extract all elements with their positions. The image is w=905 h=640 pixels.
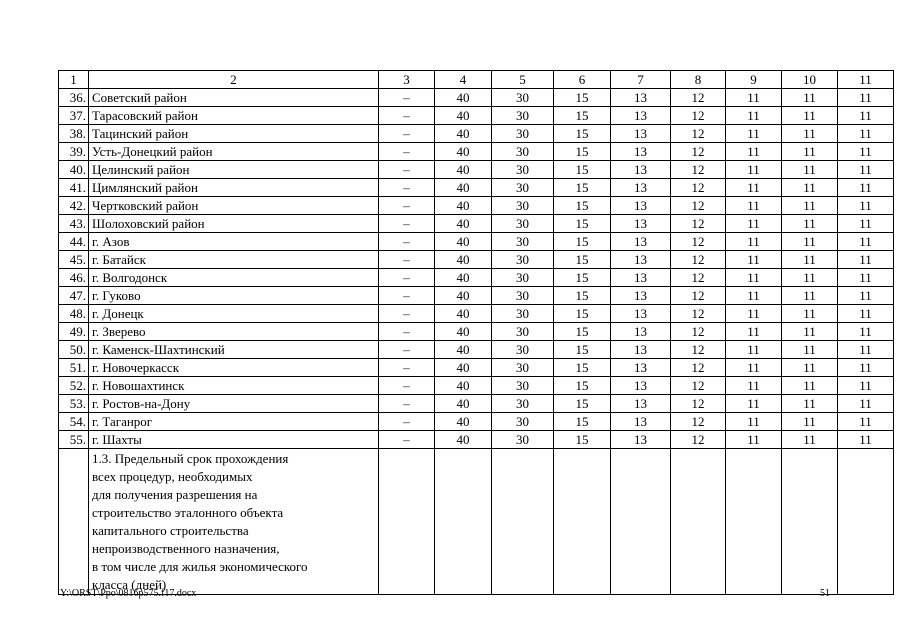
row-name: г. Ростов-на-Дону [89,395,379,413]
cell-c11: 11 [838,287,894,305]
cell-c7: 13 [611,269,671,287]
cell-c10: 11 [782,395,838,413]
table-row-final [59,449,894,595]
cell-c5: 30 [492,143,554,161]
cell-c11: 11 [838,431,894,449]
cell-c8: 12 [671,377,726,395]
table-row [59,305,894,323]
cell-c10: 11 [782,377,838,395]
cell-c4: 40 [435,89,492,107]
cell-c3: – [379,215,435,233]
row-number: 55. [59,431,89,449]
cell-c11: 11 [838,125,894,143]
cell-c9: 11 [726,89,782,107]
cell-c8: 12 [671,107,726,125]
cell-c10: 11 [782,287,838,305]
cell-c11: 11 [838,269,894,287]
footer-file-path: Y:\ORST\Ppo\0816p575.f17.docx [60,588,197,599]
cell-c3: – [379,431,435,449]
empty-cell [671,449,726,595]
cell-c3: – [379,89,435,107]
cell-c7: 13 [611,341,671,359]
row-name: г. Батайск [89,251,379,269]
cell-c7: 13 [611,305,671,323]
row-number: 40. [59,161,89,179]
cell-c8: 12 [671,89,726,107]
cell-c4: 40 [435,413,492,431]
cell-c3: – [379,107,435,125]
cell-c6: 15 [554,323,611,341]
cell-c5: 30 [492,287,554,305]
cell-c6: 15 [554,431,611,449]
header-cell: 11 [838,71,894,89]
cell-c3: – [379,287,435,305]
table-row [59,233,894,251]
row-name: г. Азов [89,233,379,251]
cell-c5: 30 [492,341,554,359]
description-line: в том числе для жилья экономического [92,559,308,574]
cell-c3: – [379,395,435,413]
table-row [59,125,894,143]
row-number: 42. [59,197,89,215]
cell-c5: 30 [492,305,554,323]
cell-c9: 11 [726,431,782,449]
cell-c10: 11 [782,215,838,233]
cell-c5: 30 [492,179,554,197]
row-name: г. Шахты [89,431,379,449]
table-row [59,215,894,233]
cell-c5: 30 [492,197,554,215]
final-row-description [89,449,379,595]
row-number: 47. [59,287,89,305]
empty-cell [379,449,435,595]
table-row [59,413,894,431]
cell-c3: – [379,125,435,143]
row-name: г. Донецк [89,305,379,323]
cell-c7: 13 [611,431,671,449]
cell-c9: 11 [726,269,782,287]
description-line: всех процедур, необходимых [92,469,253,484]
cell-c10: 11 [782,125,838,143]
row-number: 38. [59,125,89,143]
cell-c10: 11 [782,413,838,431]
description-line: капитального строительства [92,523,249,538]
cell-c6: 15 [554,395,611,413]
table-body [59,71,894,595]
cell-c5: 30 [492,359,554,377]
cell-c8: 12 [671,395,726,413]
cell-c5: 30 [492,89,554,107]
cell-c4: 40 [435,287,492,305]
cell-c8: 12 [671,125,726,143]
cell-c7: 13 [611,215,671,233]
cell-c3: – [379,233,435,251]
cell-c9: 11 [726,323,782,341]
cell-c3: – [379,341,435,359]
row-name: Чертковский район [89,197,379,215]
cell-c7: 13 [611,395,671,413]
cell-c7: 13 [611,125,671,143]
row-number: 45. [59,251,89,269]
header-cell: 8 [671,71,726,89]
cell-c11: 11 [838,377,894,395]
table-row [59,197,894,215]
cell-c10: 11 [782,143,838,161]
cell-c11: 11 [838,233,894,251]
row-name: г. Зверево [89,323,379,341]
cell-c6: 15 [554,197,611,215]
cell-c3: – [379,305,435,323]
table-row [59,377,894,395]
cell-c5: 30 [492,413,554,431]
cell-c10: 11 [782,179,838,197]
row-number: 39. [59,143,89,161]
cell-c3: – [379,179,435,197]
row-number: 51. [59,359,89,377]
description-line: класса (дней) [92,577,167,592]
cell-c6: 15 [554,341,611,359]
table-row [59,143,894,161]
cell-c4: 40 [435,143,492,161]
cell-c9: 11 [726,359,782,377]
cell-c4: 40 [435,395,492,413]
cell-c8: 12 [671,305,726,323]
cell-c4: 40 [435,215,492,233]
cell-c9: 11 [726,197,782,215]
cell-c4: 40 [435,431,492,449]
cell-c11: 11 [838,89,894,107]
row-name: Советский район [89,89,379,107]
cell-c10: 11 [782,89,838,107]
row-number: 53. [59,395,89,413]
row-name: Тарасовский район [89,107,379,125]
empty-cell [726,449,782,595]
description-line: для получения разрешения на [92,487,258,502]
empty-cell [59,449,89,595]
table-row [59,269,894,287]
cell-c7: 13 [611,179,671,197]
cell-c6: 15 [554,269,611,287]
cell-c11: 11 [838,107,894,125]
table-row [59,341,894,359]
table-row [59,179,894,197]
row-name: Цимлянский район [89,179,379,197]
row-name: Шолоховский район [89,215,379,233]
cell-c11: 11 [838,143,894,161]
cell-c3: – [379,413,435,431]
cell-c11: 11 [838,305,894,323]
cell-c11: 11 [838,413,894,431]
cell-c9: 11 [726,233,782,251]
description-line: непроизводственного назначения, [92,541,280,556]
cell-c5: 30 [492,161,554,179]
cell-c7: 13 [611,107,671,125]
cell-c3: – [379,161,435,179]
table-row [59,287,894,305]
cell-c5: 30 [492,251,554,269]
cell-c6: 15 [554,161,611,179]
cell-c5: 30 [492,107,554,125]
cell-c6: 15 [554,377,611,395]
cell-c9: 11 [726,413,782,431]
cell-c10: 11 [782,341,838,359]
table-row [59,107,894,125]
row-number: 37. [59,107,89,125]
cell-c8: 12 [671,179,726,197]
cell-c9: 11 [726,305,782,323]
cell-c11: 11 [838,323,894,341]
row-name: г. Волгодонск [89,269,379,287]
cell-c6: 15 [554,107,611,125]
cell-c8: 12 [671,161,726,179]
cell-c9: 11 [726,125,782,143]
row-number: 44. [59,233,89,251]
cell-c7: 13 [611,323,671,341]
table-row [59,323,894,341]
header-cell: 4 [435,71,492,89]
table-row [59,89,894,107]
row-name: г. Новошахтинск [89,377,379,395]
table-row [59,395,894,413]
table-row [59,251,894,269]
cell-c10: 11 [782,161,838,179]
header-cell: 3 [379,71,435,89]
cell-c10: 11 [782,431,838,449]
row-number: 36. [59,89,89,107]
cell-c11: 11 [838,251,894,269]
cell-c3: – [379,251,435,269]
cell-c7: 13 [611,359,671,377]
row-number: 54. [59,413,89,431]
cell-c3: – [379,143,435,161]
empty-cell [611,449,671,595]
row-name: г. Новочеркасск [89,359,379,377]
cell-c6: 15 [554,233,611,251]
cell-c7: 13 [611,161,671,179]
cell-c5: 30 [492,269,554,287]
cell-c4: 40 [435,125,492,143]
table-row [59,431,894,449]
cell-c7: 13 [611,287,671,305]
description-line: строительство эталонного объекта [92,505,284,520]
row-number: 43. [59,215,89,233]
table-row [59,359,894,377]
cell-c9: 11 [726,107,782,125]
cell-c4: 40 [435,359,492,377]
row-name: Тацинский район [89,125,379,143]
header-cell: 2 [89,71,379,89]
row-number: 49. [59,323,89,341]
empty-cell [435,449,492,595]
cell-c7: 13 [611,89,671,107]
cell-c6: 15 [554,125,611,143]
row-name: г. Каменск-Шахтинский [89,341,379,359]
cell-c4: 40 [435,161,492,179]
page-number: 51 [820,588,830,599]
cell-c4: 40 [435,305,492,323]
cell-c10: 11 [782,305,838,323]
cell-c4: 40 [435,377,492,395]
cell-c8: 12 [671,215,726,233]
cell-c6: 15 [554,359,611,377]
cell-c10: 11 [782,233,838,251]
cell-c4: 40 [435,341,492,359]
cell-c8: 12 [671,233,726,251]
cell-c6: 15 [554,215,611,233]
cell-c8: 12 [671,287,726,305]
cell-c9: 11 [726,341,782,359]
cell-c4: 40 [435,197,492,215]
cell-c11: 11 [838,179,894,197]
cell-c5: 30 [492,233,554,251]
cell-c8: 12 [671,251,726,269]
cell-c5: 30 [492,323,554,341]
cell-c8: 12 [671,431,726,449]
cell-c5: 30 [492,431,554,449]
cell-c8: 12 [671,413,726,431]
cell-c6: 15 [554,179,611,197]
cell-c7: 13 [611,251,671,269]
row-name: Целинский район [89,161,379,179]
cell-c11: 11 [838,197,894,215]
cell-c9: 11 [726,143,782,161]
cell-c6: 15 [554,305,611,323]
cell-c8: 12 [671,359,726,377]
empty-cell [492,449,554,595]
cell-c9: 11 [726,179,782,197]
cell-c7: 13 [611,143,671,161]
cell-c9: 11 [726,161,782,179]
cell-c5: 30 [492,215,554,233]
cell-c6: 15 [554,89,611,107]
cell-c6: 15 [554,143,611,161]
cell-c3: – [379,197,435,215]
row-name: г. Таганрог [89,413,379,431]
row-number: 41. [59,179,89,197]
cell-c7: 13 [611,377,671,395]
cell-c9: 11 [726,215,782,233]
header-row [59,71,894,89]
cell-c4: 40 [435,179,492,197]
header-cell: 9 [726,71,782,89]
cell-c9: 11 [726,287,782,305]
cell-c10: 11 [782,197,838,215]
header-cell: 6 [554,71,611,89]
header-cell: 10 [782,71,838,89]
empty-cell [554,449,611,595]
table-row [59,161,894,179]
cell-c11: 11 [838,215,894,233]
row-name: г. Гуково [89,287,379,305]
cell-c8: 12 [671,269,726,287]
cell-c7: 13 [611,233,671,251]
cell-c8: 12 [671,323,726,341]
data-table [58,70,894,595]
cell-c6: 15 [554,251,611,269]
cell-c11: 11 [838,161,894,179]
cell-c11: 11 [838,395,894,413]
cell-c11: 11 [838,341,894,359]
cell-c8: 12 [671,197,726,215]
header-cell: 1 [59,71,89,89]
cell-c3: – [379,377,435,395]
cell-c6: 15 [554,413,611,431]
cell-c9: 11 [726,251,782,269]
cell-c10: 11 [782,251,838,269]
row-number: 50. [59,341,89,359]
header-cell: 5 [492,71,554,89]
cell-c5: 30 [492,377,554,395]
cell-c5: 30 [492,395,554,413]
cell-c3: – [379,359,435,377]
cell-c9: 11 [726,377,782,395]
cell-c11: 11 [838,359,894,377]
cell-c5: 30 [492,125,554,143]
cell-c6: 15 [554,287,611,305]
cell-c10: 11 [782,107,838,125]
cell-c8: 12 [671,341,726,359]
row-number: 46. [59,269,89,287]
cell-c4: 40 [435,269,492,287]
cell-c3: – [379,323,435,341]
cell-c4: 40 [435,251,492,269]
row-number: 52. [59,377,89,395]
cell-c4: 40 [435,323,492,341]
cell-c7: 13 [611,413,671,431]
row-name: Усть-Донецкий район [89,143,379,161]
cell-c4: 40 [435,107,492,125]
row-number: 48. [59,305,89,323]
cell-c10: 11 [782,323,838,341]
cell-c10: 11 [782,359,838,377]
cell-c3: – [379,269,435,287]
cell-c9: 11 [726,395,782,413]
cell-c7: 13 [611,197,671,215]
empty-cell [782,449,838,595]
cell-c4: 40 [435,233,492,251]
cell-c10: 11 [782,269,838,287]
empty-cell [838,449,894,595]
description-line: 1.3. Предельный срок прохождения [92,451,289,466]
header-cell: 7 [611,71,671,89]
cell-c8: 12 [671,143,726,161]
